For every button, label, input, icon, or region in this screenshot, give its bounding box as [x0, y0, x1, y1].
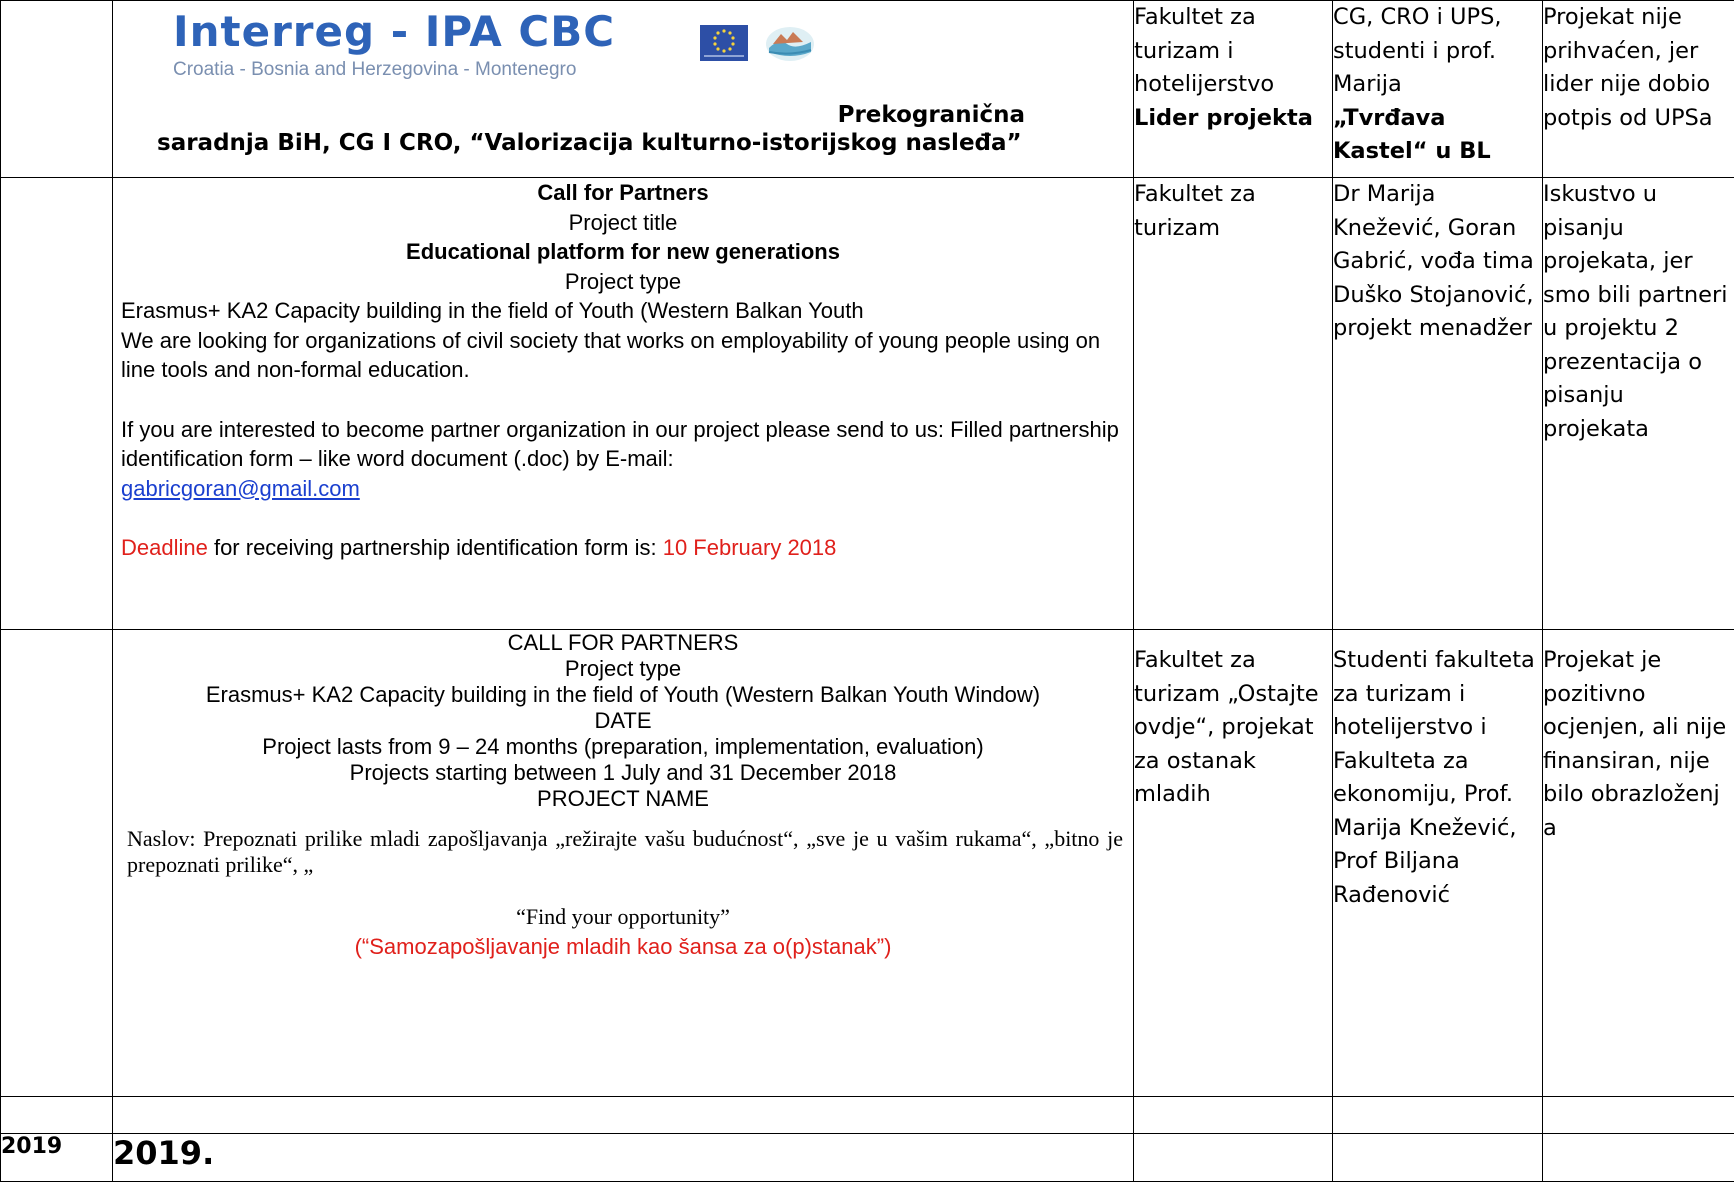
year-label: 2019 [1, 1134, 113, 1182]
eu-flag-icon [700, 25, 748, 61]
logo-subtitle: Croatia - Bosnia and Herzegovina - Montenegro [173, 59, 576, 81]
year-heading: 2019. [113, 1134, 1134, 1182]
table-row [1, 1134, 1734, 1182]
year-cell [1, 630, 113, 1097]
find-opportunity-text: “Find your opportunity” [113, 904, 1133, 930]
table-row [1, 178, 1734, 630]
naslov-text: Naslov: Prepoznati prilike mladi zapošljavanja „režirajte vašu budućnost“, „sve je u vašim rukama“, „bitno je prepoznati prilike“, „ [113, 812, 1133, 878]
subtitle-red: (“Samozapošljavanje mladih kao šansa za o(p)stanak”) [113, 934, 1133, 960]
year-cell [1, 178, 113, 630]
programme-emblem-icon [765, 26, 815, 62]
project-title: Prekogranična saradnja BiH, CG I CRO, “Valorizacija kulturno-istorijskog nasleđa” [113, 101, 1133, 157]
table-row [1, 1, 1734, 178]
organizer-cell: Fakultet za turizam i hotelijerstvo Lider projekta [1134, 1, 1333, 178]
outcome-cell: Iskustvo u pisanju projekata, jer smo bili partneri u projektu 2 prezentacija o pisanju projekata [1543, 178, 1734, 630]
outcome-cell: Projekat je pozitivno ocjenjen, ali nije finansiran, nije bilo obrazloženj a [1543, 630, 1734, 1097]
email-link[interactable]: gabricgoran@gmail.com [121, 476, 360, 501]
participants-cell: CG, CRO i UPS, studenti i prof. Marija „Tvrđava Kastel“ u BL [1333, 1, 1543, 178]
year-cell [1, 1, 113, 178]
call-for-partners-block: CALL FOR PARTNERS Project type Erasmus+ KA2 Capacity building in the field of Youth (Western Balkan Youth Window) DATE Project lasts from 9 – 24 months (preparation, implementation, evaluation) Projects starting between 1 July and 31 December 2018 PROJECT NAME [113, 630, 1133, 812]
organizer-cell: Fakultet za turizam „Ostajte ovdje“, projekat za ostanak mladih [1134, 630, 1333, 1097]
outcome-cell: Projekat nije prihvaćen, jer lider nije dobio potpis od UPSa [1543, 1, 1734, 178]
call-for-partners-block: Call for Partners Project title Educational platform for new generations Project type Erasmus+ KA2 Capacity building in the field of Youth (Western Balkan Youth We are looking for organizations of civil society that works on employability of young people using on line tools and non-formal education. If you are interested to become partner organization in our project please send to us: Filled partnership identification form – like word document (.doc) by E-mail: gabricgoran@gmail.com Deadline for receiving partnership identification form is: 10 February 2018 [113, 178, 1133, 563]
table-row [1, 630, 1734, 1097]
project-cell [113, 178, 1134, 630]
table-row [1, 1097, 1734, 1134]
organizer-cell: Fakultet za turizam [1134, 178, 1333, 630]
logo-title: Interreg - IPA CBC [173, 5, 615, 59]
project-cell [113, 630, 1134, 1097]
participants-cell: Studenti fakulteta za turizam i hotelijerstvo i Fakulteta za ekonomiju, Prof. Marija Knežević, Prof Biljana Rađenović [1333, 630, 1543, 1097]
participants-cell: Dr Marija Knežević, Goran Gabrić, vođa tima Duško Stojanović, projekt menadžer [1333, 178, 1543, 630]
interreg-logo [113, 1, 1133, 101]
project-cell [113, 1, 1134, 178]
